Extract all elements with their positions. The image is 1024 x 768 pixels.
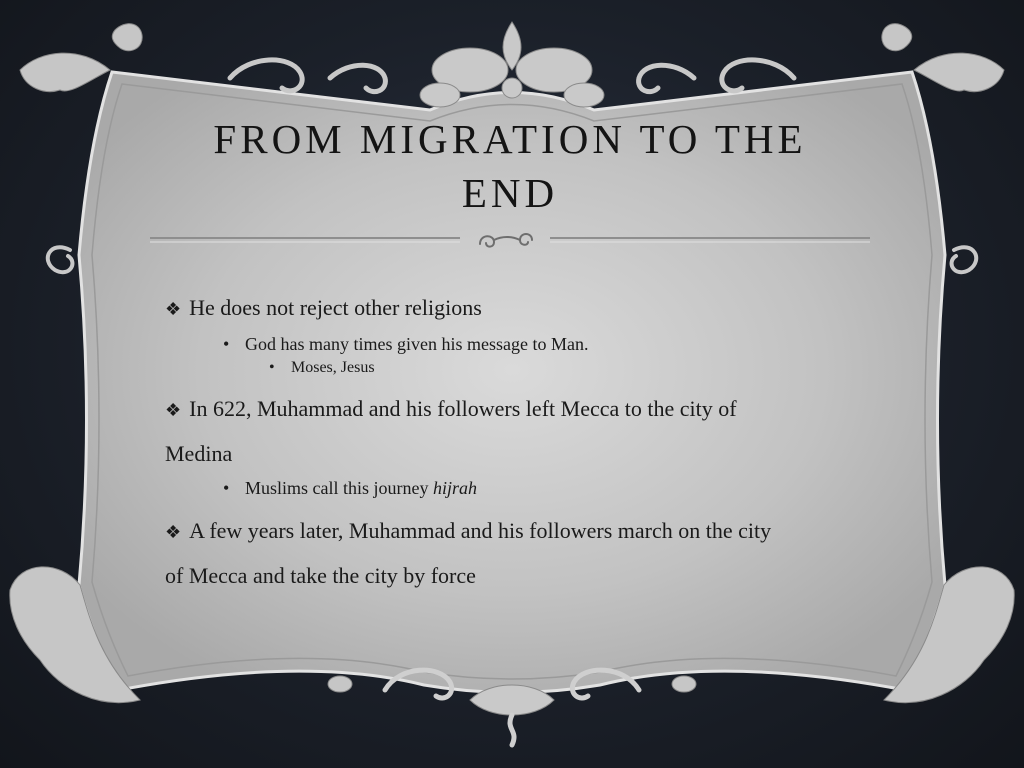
sub-bullet-item-2-1: • Muslims call this journey hijrah bbox=[165, 475, 865, 501]
sub-bullet-item-1-1: • God has many times given his message to Man. bbox=[165, 331, 865, 357]
sub-sub-bullet-item-1-1-1: • Moses, Jesus bbox=[165, 357, 865, 379]
title-line-1: FROM MIGRATION TO THE bbox=[213, 116, 807, 162]
slide-body bbox=[165, 286, 865, 597]
left-side-scroll-icon bbox=[48, 247, 73, 272]
flourish-ornament-icon bbox=[480, 234, 532, 247]
diamond-bullet-icon: ❖ bbox=[165, 400, 182, 420]
sub-bullet-dot: • bbox=[223, 334, 230, 354]
top-right-scroll-2-icon bbox=[639, 65, 694, 91]
corner-top-left-ornament-icon bbox=[20, 53, 110, 91]
bullet-item-1: ❖ He does not reject other religions bbox=[165, 295, 482, 320]
top-left-scroll-2-icon bbox=[330, 65, 385, 91]
right-side-scroll-icon bbox=[952, 247, 977, 272]
sub-bullet-dot: • bbox=[223, 478, 230, 498]
title-divider bbox=[150, 226, 870, 256]
top-center-ornament-icon bbox=[420, 22, 604, 107]
bullet-item-2: ❖ In 622, Muhammad and his followers left Mecca to the city of Medina bbox=[165, 396, 737, 466]
corner-top-right-ornament-icon bbox=[914, 53, 1004, 91]
slide-title bbox=[150, 112, 870, 220]
bullet-item-3: ❖ A few years later, Muhammad and his followers march on the city of Mecca and take the city by force bbox=[165, 518, 772, 588]
sub-bullet-dot: • bbox=[269, 359, 275, 376]
diamond-bullet-icon: ❖ bbox=[165, 299, 182, 319]
diamond-bullet-icon: ❖ bbox=[165, 522, 182, 542]
title-line-2: END bbox=[461, 170, 559, 216]
